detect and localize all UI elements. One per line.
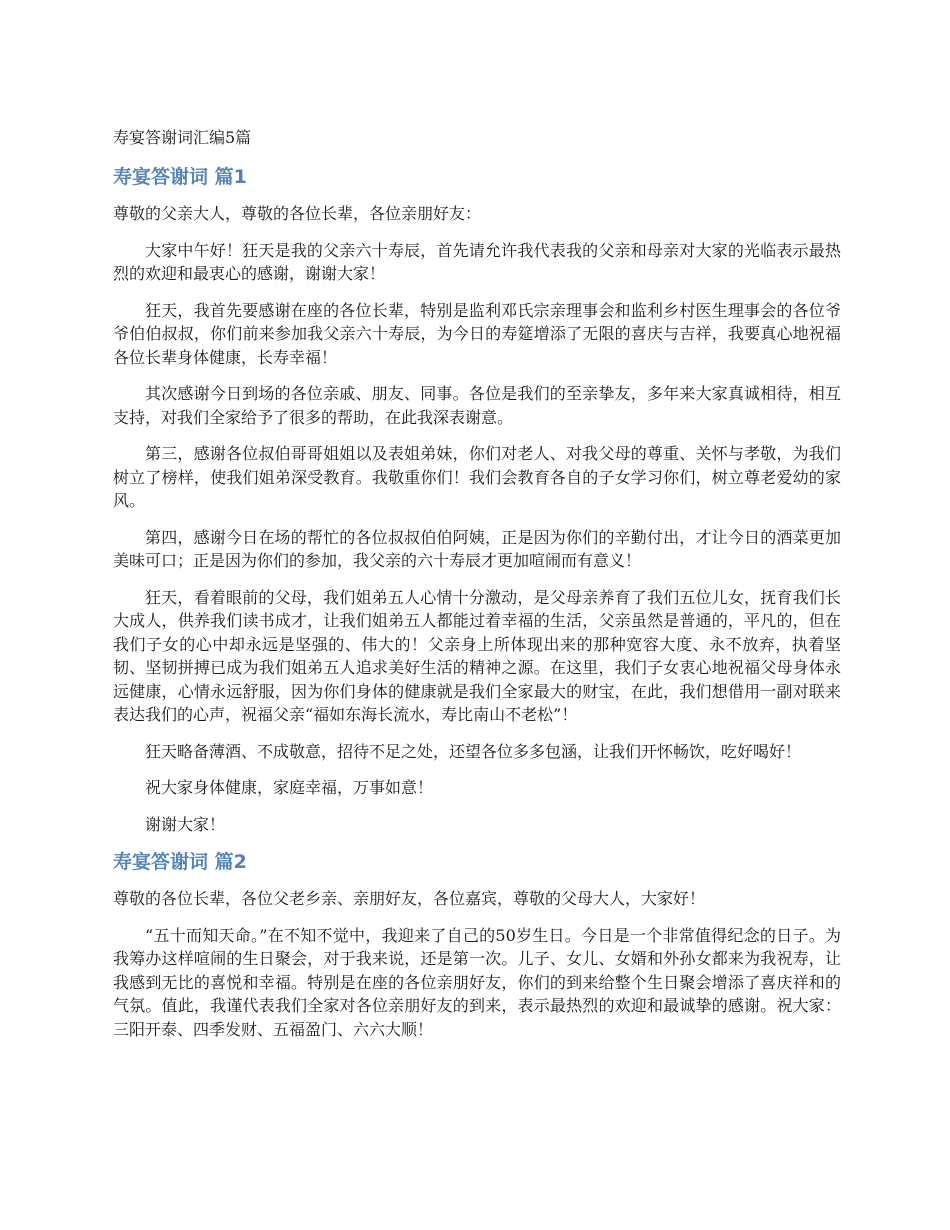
section-2 — [113, 849, 841, 1041]
paragraph: 其次感谢今日到场的各位亲戚、朋友、同事。各位是我们的至亲挚友，多年来大家真诚相待，相互支持，对我们全家给予了很多的帮助，在此我深表谢意。 — [113, 384, 841, 427]
salutation: 尊敬的各位长辈，各位父老乡亲、亲朋好友，各位嘉宾，尊敬的父母大人，大家好！ — [113, 889, 706, 908]
paragraph: 狂天，我首先要感谢在座的各位长辈，特别是监利邓氏宗亲理事会和监利乡村医生理事会的各位爷爷伯伯叔叔，你们前来参加我父亲六十寿辰，为今日的寿筵增添了无限的喜庆与吉祥，我要真心地祝福各位长辈身体健康，长寿幸福！ — [113, 300, 841, 367]
paragraph: 大家中午好！狂天是我的父亲六十寿辰，首先请允许我代表我的父亲和母亲对大家的光临表示最热烈的欢迎和最衷心的感谢，谢谢大家！ — [113, 240, 841, 283]
paragraph: 狂天，看着眼前的父母，我们姐弟五人心情十分激动，是父母亲养育了我们五位儿女，抚育我们长大成人，供养我们读书成才，让我们姐弟五人都能过着幸福的生活，父亲虽然是普通的，平凡的，但在我们子女的心中却永远是坚强的、伟大的！父亲身上所体现出来的那种宽容大度、永不放弃，执着坚韧、坚韧拼搏已成为我们姐弟五人追求美好生活的精神之源。在这里，我们子女衷心地祝福父母身体永远健康，心情永远舒服，因为你们身体的健康就是我们全家最大的财宝，在此，我们想借用一副对联来表达我们的心声，祝福父亲“福如东海长流水，寿比南山不老松”！ — [113, 587, 841, 724]
paragraph: 谢谢大家！ — [145, 814, 226, 834]
paragraph: 第三，感谢各位叔伯哥哥姐姐以及表姐弟妹，你们对老人、对我父母的尊重、关怀与孝敬，为我们树立了榜样，使我们姐弟深受教育。我敬重你们！我们会教育各自的子女学习你们，树立尊老爱幼的家风。 — [113, 444, 841, 510]
section-1 — [113, 164, 841, 836]
document-title: 寿宴答谢词汇编5篇 — [113, 128, 252, 147]
section-heading: 寿宴答谢词 篇2 — [113, 851, 247, 873]
paragraph: 狂天略备薄酒、不成敬意，招待不足之处，还望各位多多包涵，让我们开怀畅饮，吃好喝好！ — [145, 741, 802, 761]
salutation: 尊敬的父亲大人，尊敬的各位长辈，各位亲朋好友： — [113, 204, 482, 223]
paragraph: “五十而知天命。”在不知不觉中，我迎来了自己的50岁生日。今日是一个非常值得纪念的日子。为我筹办这样喧闹的生日聚会，对于我来说，还是第一次。儿子、女儿、女婿和外孙女都来为我祝寿，让我感到无比的喜悦和幸福。特别是在座的各位亲朋好友，你们的到来给整个生日聚会增添了喜庆祥和的气氛。值此，我谨代表我们全家对各位亲朋好友的到来，表示最热烈的欢迎和最诚挚的感谢。祝大家：三阳开泰、四季发财、五福盈门、六六大顺！ — [113, 925, 841, 1039]
paragraph: 第四，感谢今日在场的帮忙的各位叔叔伯伯阿姨，正是因为你们的辛勤付出，才让今日的酒菜更加美味可口；正是因为你们的参加，我父亲的六十寿辰才更加喧闹而有意义！ — [113, 527, 841, 570]
section-heading: 寿宴答谢词 篇1 — [113, 166, 247, 188]
document-page — [113, 126, 841, 1054]
paragraph: 祝大家身体健康，家庭幸福，万事如意！ — [145, 778, 434, 797]
